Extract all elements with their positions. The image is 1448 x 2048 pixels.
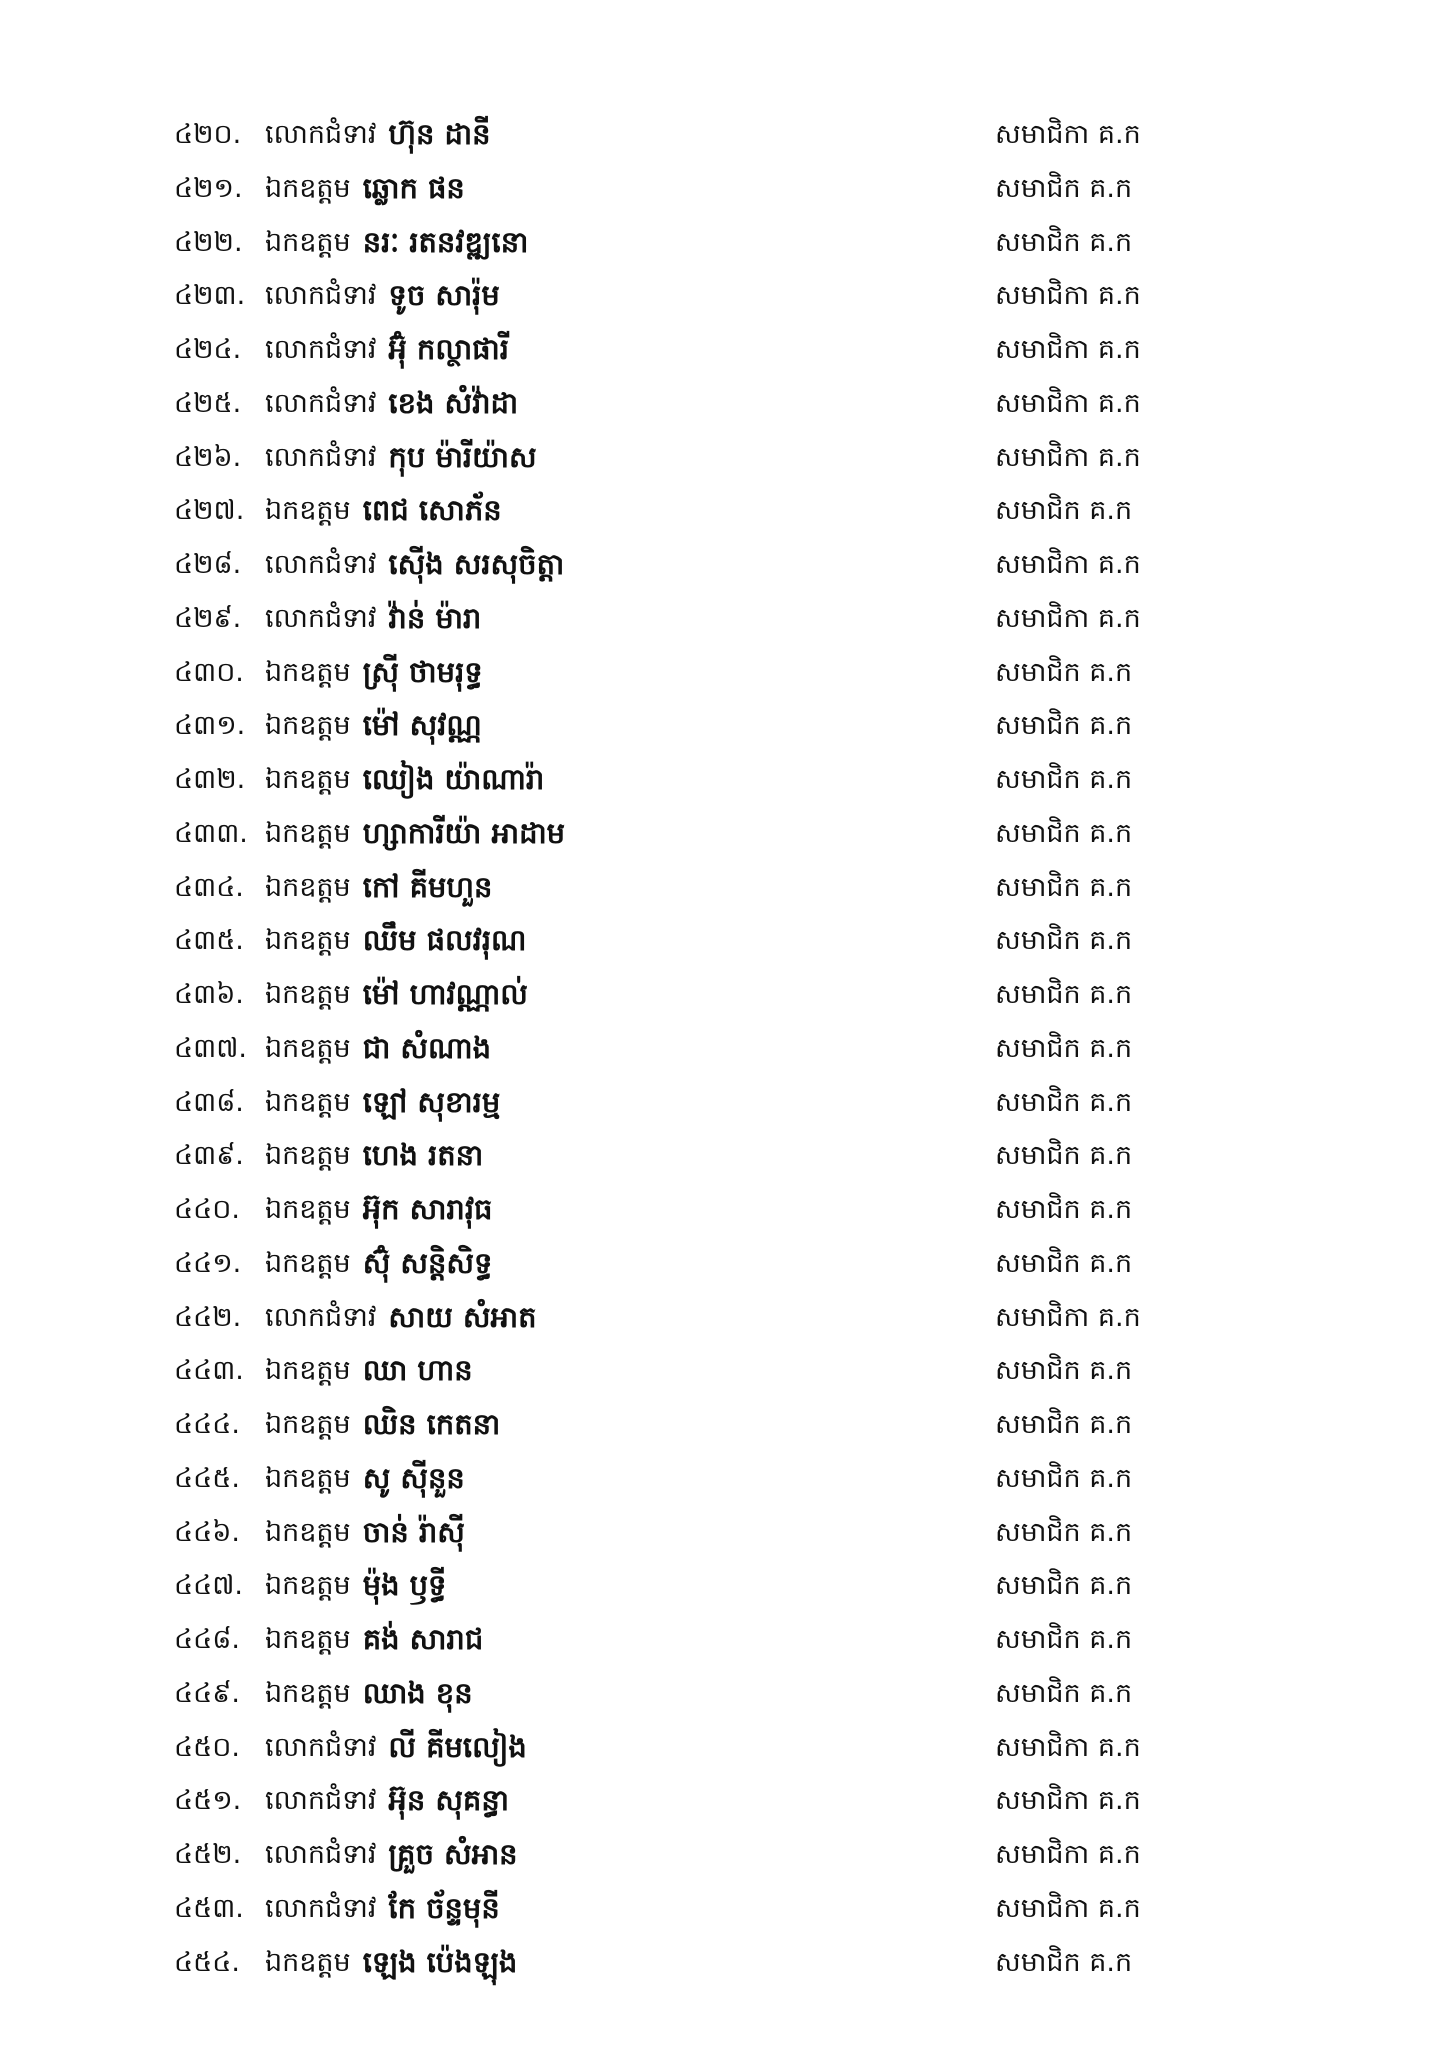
list-item: [0, 1183, 1448, 1237]
entry-name: ឈៀង យ៉ាណារ៉ា: [362, 762, 545, 796]
entry-name: អ៊ុក សារាវុធ: [362, 1192, 493, 1226]
entry-name: សាយ សំអាត: [388, 1299, 537, 1334]
list-item: [0, 1506, 1448, 1560]
entry-name: កៅ គីមហួន: [362, 869, 493, 904]
entry-role: សមាជិក គ.ក: [995, 226, 1133, 258]
entry-honorific: ឯកឧត្តម: [265, 495, 351, 527]
entry-role: សមាជិក គ.ក: [995, 1140, 1133, 1172]
entry-name: ឈឹម ផលវរុណ: [362, 923, 527, 958]
entry-role: សមាជិកា គ.ក: [995, 441, 1141, 473]
entry-number: ៤៤៤.: [174, 1409, 240, 1440]
entry-honorific: ឯកឧត្តម: [265, 1624, 351, 1655]
list-item: [0, 1022, 1448, 1076]
entry-name: ហេង រតនា: [362, 1138, 484, 1173]
entry-name: ឈា ហាន: [362, 1353, 473, 1388]
entry-honorific: ឯកឧត្តម: [265, 764, 351, 795]
entry-number: ៤២៧.: [174, 495, 245, 527]
entry-number: ៤៣៣.: [174, 817, 248, 849]
entry-number: ៤៥០.: [174, 1731, 240, 1763]
entry-number: ៤២២.: [174, 226, 243, 258]
list-item: [0, 1882, 1448, 1936]
entry-honorific: លោកជំទាវ: [265, 549, 377, 580]
entry-honorific: លោកជំទាវ: [265, 1301, 377, 1333]
entry-role: សមាជិកា គ.ក: [995, 1839, 1141, 1870]
list-item: [0, 1667, 1448, 1721]
entry-name: ទូច សារ៉ុម: [388, 278, 500, 313]
list-item: [0, 1398, 1448, 1452]
entry-name: វ៉ាន់ ម៉ារា: [388, 600, 482, 635]
entry-honorific: លោកជំទាវ: [265, 602, 377, 634]
entry-name: ជា សំណាង: [362, 1030, 492, 1065]
list-item: [0, 1129, 1448, 1183]
entry-number: ៤៣៨.: [174, 1086, 244, 1118]
entry-number: ៤៤៨.: [174, 1624, 240, 1655]
entry-honorific: លោកជំទាវ: [265, 119, 377, 150]
entry-role: សមាជិក គ.ក: [995, 1570, 1133, 1602]
entry-honorific: ឯកឧត្តម: [265, 1516, 351, 1548]
entry-honorific: ឯកឧត្តម: [265, 1462, 351, 1494]
entry-honorific: លោកជំទាវ: [265, 1731, 377, 1763]
entry-name: ឡៅ សុខារម្ម: [362, 1084, 501, 1119]
entry-honorific: ឯកឧត្តម: [265, 1570, 351, 1602]
entry-honorific: ឯកឧត្តម: [265, 1194, 351, 1225]
entry-number: ៤២៣.: [174, 280, 246, 312]
entry-honorific: ឯកឧត្តម: [265, 710, 351, 742]
entry-role: សមាជិក គ.ក: [995, 979, 1133, 1010]
entry-name: ហ៊ុន ដានី: [388, 117, 491, 151]
entry-number: ៤៤៥.: [174, 1462, 240, 1494]
entry-name: ឈាង ខុន: [362, 1675, 473, 1710]
entry-number: ៤៥៣.: [174, 1892, 244, 1924]
entry-role: សមាជិក គ.ក: [995, 925, 1133, 957]
entry-honorific: ឯកឧត្តម: [265, 1086, 351, 1118]
list-item: [0, 108, 1448, 162]
entry-honorific: លោកជំទាវ: [265, 334, 377, 365]
entry-number: ៤២៤.: [174, 334, 242, 365]
entry-name: ម៉ៅ ហាវណ្ណាល់: [362, 977, 528, 1011]
entry-name: ខេង សំវ៉ាដា: [388, 385, 519, 420]
entry-role: សមាជិកា គ.ក: [995, 602, 1141, 634]
entry-honorific: លោកជំទាវ: [265, 280, 377, 312]
entry-name: កែ ច័ន្ទមុនី: [388, 1890, 500, 1925]
entry-number: ៤៣០.: [174, 656, 244, 688]
entry-honorific: ឯកឧត្តម: [265, 226, 351, 258]
entry-honorific: ឯកឧត្តម: [265, 656, 351, 688]
entry-role: សមាជិក គ.ក: [995, 1086, 1133, 1118]
list-item: [0, 323, 1448, 377]
entry-number: ៤៣៧.: [174, 1032, 247, 1064]
entry-honorific: លោកជំទាវ: [265, 387, 377, 419]
list-item: [0, 162, 1448, 216]
list-item: [0, 1344, 1448, 1398]
entry-role: សមាជិកា គ.ក: [995, 119, 1141, 150]
entry-role: សមាជិក គ.ក: [995, 1462, 1133, 1494]
entry-name: ម៉ុង ឫទ្ធី: [362, 1568, 447, 1603]
entry-number: ៤៥៤.: [174, 1946, 240, 1978]
entry-honorific: ឯកឧត្តម: [265, 1247, 351, 1279]
entry-role: សមាជិក គ.ក: [995, 1247, 1133, 1279]
entry-name: ឈិន កេតនា: [362, 1407, 501, 1441]
entry-name: គង់ សារាជ: [362, 1622, 484, 1656]
entry-number: ៤២៨.: [174, 549, 242, 580]
entry-name: ឆ្លោក ផន: [362, 170, 465, 205]
entry-honorific: លោកជំទាវ: [265, 1785, 377, 1817]
entry-role: សមាជិក គ.ក: [995, 495, 1133, 527]
list-item: [0, 1828, 1448, 1882]
entry-name: គ្រួច សំអាន: [388, 1837, 518, 1871]
entry-honorific: ឯកឧត្តម: [265, 1032, 351, 1064]
entry-role: សមាជិក គ.ក: [995, 1409, 1133, 1440]
entry-name: ស៊ើង សរសុចិត្តា: [388, 547, 565, 581]
list-item: [0, 914, 1448, 968]
list-item: [0, 1559, 1448, 1613]
entry-role: សមាជិក គ.ក: [995, 1946, 1133, 1978]
entry-name: ស៊ុំ សន្តិសិទ្ធ: [362, 1245, 493, 1280]
list-item: [0, 807, 1448, 861]
entry-honorific: ឯកឧត្តម: [265, 1409, 351, 1440]
list-item: [0, 1774, 1448, 1828]
entry-number: ៤៣៥.: [174, 925, 244, 957]
list-item: [0, 699, 1448, 753]
entry-number: ៤២៦.: [174, 441, 242, 473]
entry-name: នរៈ រតនវឌ្ឍនោ: [362, 224, 529, 259]
entry-role: សមាជិកា គ.ក: [995, 334, 1141, 365]
entry-role: សមាជិក គ.ក: [995, 1032, 1133, 1064]
list-item: [0, 1452, 1448, 1506]
entry-name: ពេជ សោភ័ន: [362, 493, 502, 528]
entry-honorific: ឯកឧត្តម: [265, 817, 351, 849]
list-item: [0, 269, 1448, 323]
entry-name: ឡេង ប៉េងឡុង: [362, 1944, 518, 1979]
entry-role: សមាជិកា គ.ក: [995, 549, 1141, 580]
entry-role: សមាជិកា គ.ក: [995, 1301, 1141, 1333]
list-item: [0, 538, 1448, 592]
entry-honorific: ឯកឧត្តម: [265, 925, 351, 957]
list-item: [0, 1076, 1448, 1130]
entry-honorific: ឯកឧត្តម: [265, 1677, 351, 1709]
list-item: [0, 753, 1448, 807]
entry-name: សូ ស៊ីនួន: [362, 1460, 465, 1495]
entry-honorific: លោកជំទាវ: [265, 1839, 377, 1870]
entry-role: សមាជិក គ.ក: [995, 1677, 1133, 1709]
entry-name: ហ្សាការីយ៉ា អាដាម: [362, 815, 566, 850]
list-item: [0, 1291, 1448, 1345]
entry-number: ៤៣១.: [174, 710, 246, 742]
entry-number: ៤៥២.: [174, 1839, 242, 1870]
entry-number: ៤៣៦.: [174, 979, 244, 1010]
entry-role: សមាជិក គ.ក: [995, 1624, 1133, 1655]
entry-number: ៤៤៦.: [174, 1516, 240, 1548]
entry-name: ម៉ៅ សុវណ្ណ: [362, 708, 482, 743]
list-item: [0, 968, 1448, 1022]
entry-honorific: ឯកឧត្តម: [265, 1140, 351, 1172]
entry-role: សមាជិកា គ.ក: [995, 387, 1141, 419]
entry-role: សមាជិក គ.ក: [995, 1194, 1133, 1225]
entry-role: សមាជិកា គ.ក: [995, 1785, 1141, 1817]
list-item: [0, 646, 1448, 700]
list-item: [0, 1721, 1448, 1775]
entry-number: ៤២៥.: [174, 387, 242, 419]
entry-number: ៤៣៩.: [174, 1140, 244, 1172]
entry-role: សមាជិក គ.ក: [995, 871, 1133, 903]
entry-role: សមាជិក គ.ក: [995, 172, 1133, 204]
entry-role: សមាជិក គ.ក: [995, 710, 1133, 742]
entry-role: សមាជិក គ.ក: [995, 656, 1133, 688]
list-item: [0, 1613, 1448, 1667]
entry-role: សមាជិកា គ.ក: [995, 1731, 1141, 1763]
entry-name: អ៊ុំ កល្ថាផារី: [388, 332, 509, 366]
entry-number: ៤២០.: [174, 119, 242, 150]
entry-honorific: លោកជំទាវ: [265, 441, 377, 473]
entry-number: ៤២១.: [174, 172, 243, 204]
entry-number: ៤៥១.: [174, 1785, 242, 1817]
entry-role: សមាជិក គ.ក: [995, 817, 1133, 849]
entry-number: ៤៤២.: [174, 1301, 242, 1333]
list-item: [0, 377, 1448, 431]
entry-honorific: ឯកឧត្តម: [265, 172, 351, 204]
list-item: [0, 1237, 1448, 1291]
entry-name: ស្រ៊ី ថាមរុទ្ធ: [362, 654, 483, 689]
list-item: [0, 1936, 1448, 1990]
entry-number: ៤៤៧.: [174, 1570, 243, 1602]
entry-number: ៤៤១.: [174, 1247, 242, 1279]
entry-number: ៤៤៩.: [174, 1677, 240, 1709]
entry-name: ចាន់ រ៉ាស៊ី: [362, 1514, 465, 1549]
entry-honorific: ឯកឧត្តម: [265, 1946, 351, 1978]
entry-name: កុប ម៉ារីយ៉ាស: [388, 439, 537, 474]
entry-number: ៤៤០.: [174, 1194, 240, 1225]
entry-name: អ៊ុន សុគន្ធា: [388, 1783, 509, 1818]
list-item: [0, 861, 1448, 915]
entry-honorific: ឯកឧត្តម: [265, 1355, 351, 1387]
list-item: [0, 431, 1448, 485]
entry-role: សមាជិក គ.ក: [995, 764, 1133, 795]
entry-number: ៤២៩.: [174, 602, 242, 634]
list-item: [0, 592, 1448, 646]
entry-name: លី គីមលៀង: [388, 1729, 527, 1764]
entry-honorific: ឯកឧត្តម: [265, 871, 351, 903]
entry-number: ៤៣៤.: [174, 871, 244, 903]
list-item: [0, 484, 1448, 538]
member-list: [0, 108, 1448, 1989]
entry-number: ៤៣២.: [174, 764, 246, 795]
entry-honorific: លោកជំទាវ: [265, 1892, 377, 1924]
entry-role: សមាជិកា គ.ក: [995, 1892, 1141, 1924]
list-item: [0, 216, 1448, 270]
entry-honorific: ឯកឧត្តម: [265, 979, 351, 1010]
entry-role: សមាជិក គ.ក: [995, 1516, 1133, 1548]
entry-role: សមាជិកា គ.ក: [995, 280, 1141, 312]
entry-role: សមាជិក គ.ក: [995, 1355, 1133, 1387]
entry-number: ៤៤៣.: [174, 1355, 244, 1387]
